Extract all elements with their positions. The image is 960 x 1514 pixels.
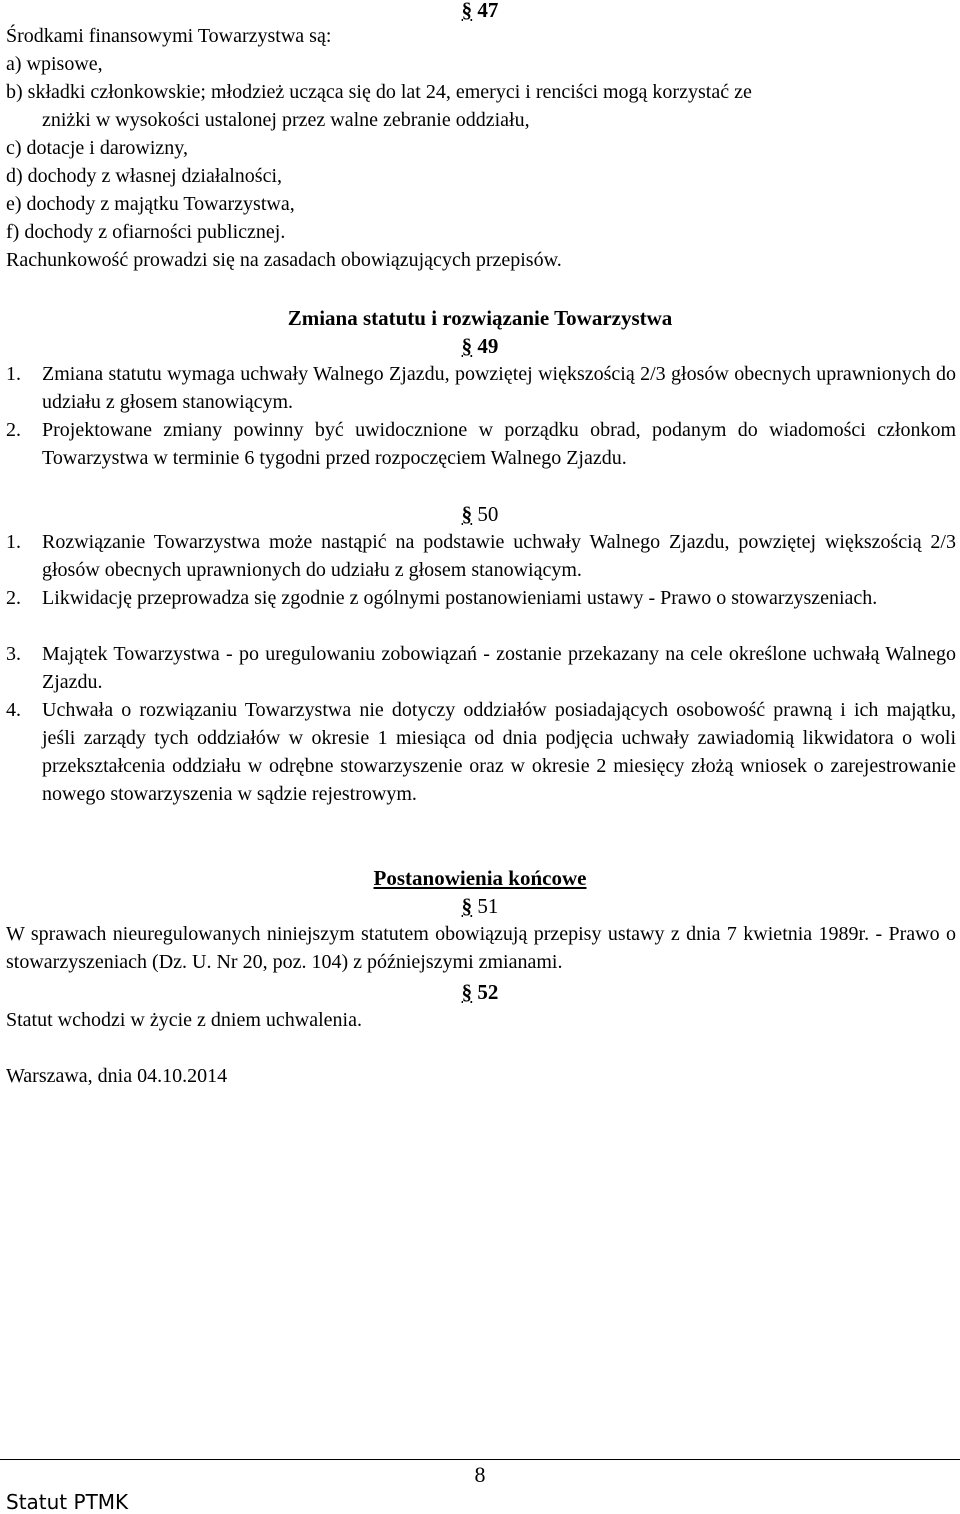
funds-item-b-line1: b) składki członkowskie; młodzież ucząca się do lat 24, emeryci i renciści mogą korzystać ze [6,81,752,103]
heading-final [0,864,960,892]
funds-item-b-line2: zniżki w wysokości ustalonej przez walne zebranie oddziału, [42,109,530,131]
page-number: 8 [474,1462,486,1487]
item-text: Likwidację przeprowadza się zgodnie z ogólnymi postanowieniami ustawy - Prawo o stowarzyszeniach. [42,587,878,609]
footer-divider [0,1459,960,1460]
accounting-note: Rachunkowość prowadzi się na zasadach obowiązujących przepisów. [6,249,562,271]
section-number: 47 [477,0,499,22]
heading-amendment: Zmiana statutu i rozwiązanie Towarzystwa [287,306,673,330]
item-text: Rozwiązanie Towarzystwa może nastąpić na podstawie uchwały Walnego Zjazdu, powziętej większością 2/3 głosów obecnych uprawnionych do udziału z głosem stanowiącym. [42,531,956,581]
section-number: 51 [477,894,499,918]
s50-item-2 [6,584,956,612]
s49-item-1 [6,360,956,416]
funds-item-e: e) dochody z majątku Towarzystwa, [6,193,295,215]
item-number: 1. [6,531,21,553]
s50-item-3 [6,640,956,696]
funds-item-d: d) dochody z własnej działalności, [6,165,283,187]
footer-title: Statut PTMK [6,1490,129,1514]
s50-item-1 [6,528,956,584]
funds-item-c: c) dotacje i darowizny, [6,137,188,159]
section-49-marker [0,332,960,360]
item-number: 1. [6,363,21,385]
s51-paragraph: W sprawach nieuregulowanych niniejszym statutem obowiązują przepisy ustawy z dnia 7 kwietnia 1989r. - Prawo o stowarzyszeniach (Dz. U. Nr 20, poz. 104) z późniejszymi zmianami. [6,923,956,973]
section-50-marker [0,500,960,528]
section-number: 49 [477,334,499,358]
item-text: Uchwała o rozwiązaniu Towarzystwa nie dotyczy oddziałów posiadających osobowość prawną i ich majątku, jeśli zarządy tych oddziałów w okresie 1 miesiąca od dnia podjęcia uchwały zawiadomią likwidatora o woli przekształcenia oddziału w odrębne stowarzyszenie oraz w okresie 2 miesięcy złożą wniosek o zarejestrowanie nowego stowarzyszenia w sądzie rejestrowym. [42,699,956,805]
section-number: 50 [477,502,499,526]
section-symbol: § [461,0,473,22]
s50-item-4 [6,696,956,808]
section-51-marker [0,892,960,920]
s52-paragraph: Statut wchodzi w życie z dniem uchwalenia. [6,1009,362,1031]
section-symbol: § [461,334,473,358]
section-47-marker [0,0,960,24]
section-symbol: § [461,894,473,918]
section-symbol: § [461,980,473,1004]
section-number: 52 [477,980,499,1004]
funds-item-a: a) wpisowe, [6,53,103,75]
heading-final-text: Postanowienia końcowe [373,866,587,890]
funds-intro: Środkami finansowymi Towarzystwa są: [6,25,332,47]
section-symbol: § [461,502,473,526]
item-number: 2. [6,587,21,609]
section-52-marker [0,978,960,1006]
date-line: Warszawa, dnia 04.10.2014 [6,1065,228,1087]
item-text: Zmiana statutu wymaga uchwały Walnego Zjazdu, powziętej większością 2/3 głosów obecnych uprawnionych do udziału z głosem stanowiącym. [42,363,956,413]
item-text: Majątek Towarzystwa - po uregulowaniu zobowiązań - zostanie przekazany na cele określone uchwałą Walnego Zjazdu. [42,643,956,693]
item-number: 2. [6,419,21,441]
item-text: Projektowane zmiany powinny być uwidocznione w porządku obrad, podanym do wiadomości członkom Towarzystwa w terminie 6 tygodni przed rozpoczęciem Walnego Zjazdu. [42,419,956,469]
item-number: 4. [6,699,21,721]
funds-item-f: f) dochody z ofiarności publicznej. [6,221,286,243]
item-number: 3. [6,643,21,665]
s49-item-2 [6,416,956,472]
